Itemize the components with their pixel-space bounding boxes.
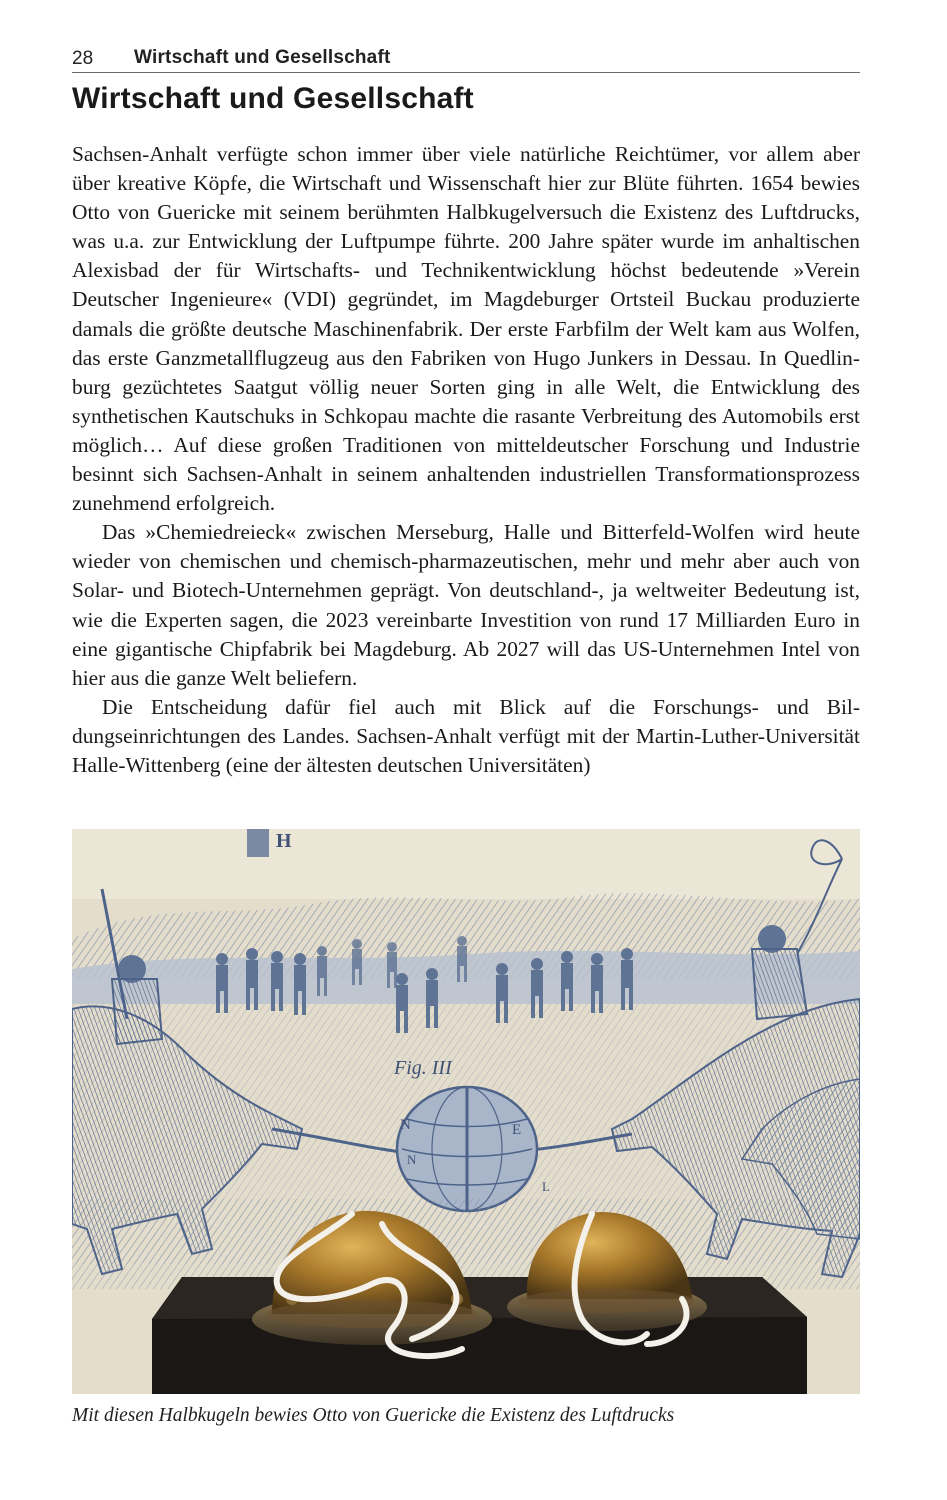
- photo-caption: Mit diesen Halbkugeln bewies Otto von Guericke die Existenz des Luftdrucks: [72, 1405, 675, 1426]
- letter-e: E: [512, 1122, 522, 1138]
- paragraph-3: Die Entscheidung dafür fiel auch mit Blick auf die Forschungs- und Bildungseinrichtungen des Landes. Sachsen-Anhalt verfügt mit der Martin-Luther-Universität Halle-Wittenberg (eine der ältesten deutschen Universitäten): [72, 694, 860, 777]
- letter-n-2: N: [407, 1152, 417, 1167]
- letter-n-1: N: [400, 1117, 411, 1133]
- hemispheres-photo: [72, 829, 860, 1394]
- black-pedestal: [152, 1277, 807, 1394]
- page-number: 28: [72, 48, 94, 69]
- running-header: [72, 44, 860, 73]
- article-body: [72, 140, 860, 780]
- section-title: Wirtschaft und Gesellschaft: [72, 82, 474, 115]
- paragraph-1: Sachsen-Anhalt verfügte schon immer über viele natürliche Reichtümer, vor allem aber über kreative Köpfe, die Wirtschaft und Wissenschaft hier zur Blüte führten. 1654 bewies Otto von Guericke mit seinem berühmten Halbkugelversuch die Existenz des Luftdrucks, was u.a. zur Entwicklung der Luftpumpe führte. 200 Jahre später wurde im anhaltischen Alexisbad der für Wirtschafts- und Technikentwicklung höchst bedeutende »Verein Deutscher Ingenieure« (VDI) gegründet, im Magdeburger Ortsteil Buckau produzierte damals die größte deutsche Maschinenfabrik. Der erste Farbfilm der Welt kam aus Wolfen, das erste Ganzmetallflugzeug aus den Fabriken von Hugo Junkers in Dessau. In Quedlinburg gezüchtetes Saatgut völlig neuer Sorten ging in alle Welt, die Entwicklung des synthetischen Kautschuks in Schkopau machte die rasante Verbreitung des Automobils erst möglich… Auf diese großen Traditionen von mitteldeutscher Forschung und Industrie besinnt sich Sachsen-Anhalt in seinem anhaltenden industriellen Transformationsprozess zunehmend erfolgreich.: [72, 142, 860, 516]
- paragraph-2: Das »Chemiedreieck« zwischen Merseburg, Halle und Bitterfeld-Wolfen wird heute wieder von chemischen und chemisch-pharmazeutischen, mehr und mehr aber auch von Solar- und Biotech-Unternehmen geprägt. Von deutschland-, ja weltweiter Bedeutung ist, wie die Experten sagen, die 2023 vereinbarte Investition von rund 17 Milliarden Euro in eine gigantische Chipfabrik bei Magdeburg. Ab 2027 will das US-Unternehmen Intel von hier aus die ganze Welt beliefern.: [72, 520, 860, 690]
- fig-label: Fig. III: [394, 1057, 452, 1079]
- running-title: Wirtschaft und Gesellschaft: [134, 47, 391, 68]
- photo-illustration: [72, 829, 860, 1394]
- letter-l: L: [542, 1179, 550, 1194]
- engraved-sphere: [397, 1087, 537, 1211]
- letter-h: H: [276, 830, 292, 852]
